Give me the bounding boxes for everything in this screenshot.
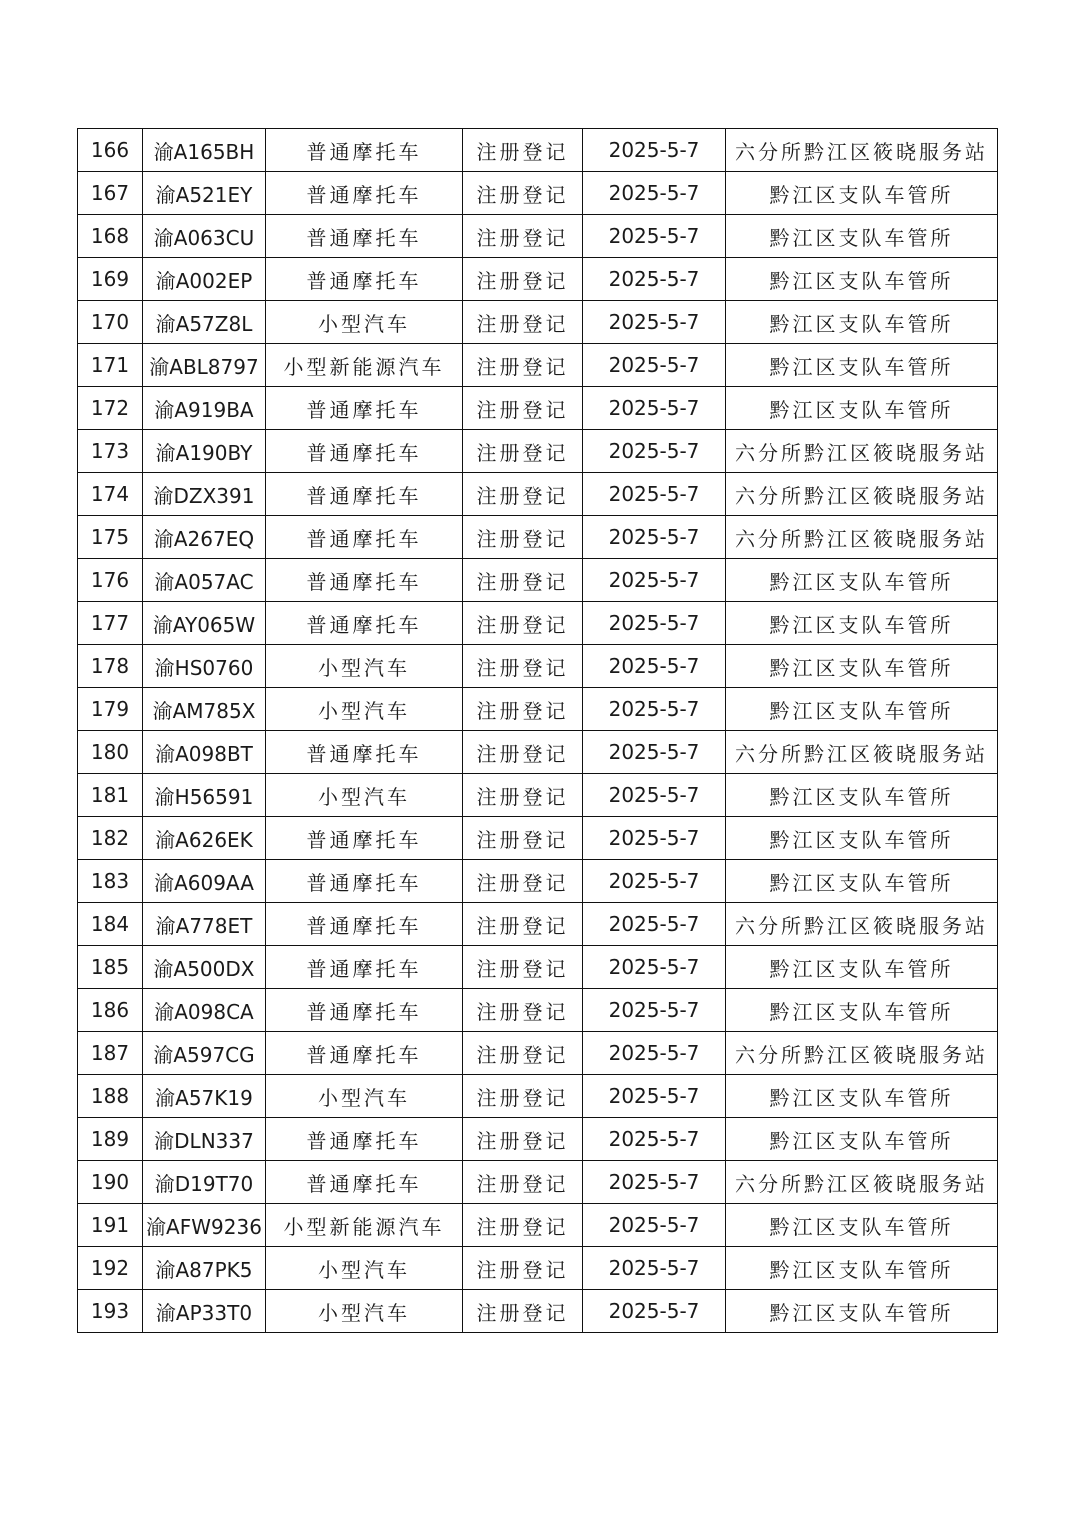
office-cell: 六分所黔江区筱晓服务站: [726, 731, 998, 774]
office-cell: 六分所黔江区筱晓服务站: [726, 129, 998, 172]
row-number-cell: 193: [78, 1290, 143, 1333]
vehicle-type-cell: 小型新能源汽车: [266, 1204, 463, 1247]
plate-number-cell: 渝A778ET: [143, 903, 266, 946]
date-cell: 2025-5-7: [583, 1032, 726, 1075]
business-type-cell: 注册登记: [463, 1204, 583, 1247]
row-number-cell: 180: [78, 731, 143, 774]
office-cell: 黔江区支队车管所: [726, 645, 998, 688]
plate-number-cell: 渝A597CG: [143, 1032, 266, 1075]
row-number-cell: 176: [78, 559, 143, 602]
plate-number-cell: 渝D19T70: [143, 1161, 266, 1204]
business-type-cell: 注册登记: [463, 645, 583, 688]
vehicle-type-cell: 普通摩托车: [266, 946, 463, 989]
date-cell: 2025-5-7: [583, 903, 726, 946]
row-number-cell: 188: [78, 1075, 143, 1118]
date-cell: 2025-5-7: [583, 602, 726, 645]
table-row: [78, 774, 998, 817]
vehicle-type-cell: 普通摩托车: [266, 172, 463, 215]
row-number-cell: 183: [78, 860, 143, 903]
row-number-cell: 167: [78, 172, 143, 215]
row-number-cell: 187: [78, 1032, 143, 1075]
business-type-cell: 注册登记: [463, 817, 583, 860]
date-cell: 2025-5-7: [583, 387, 726, 430]
business-type-cell: 注册登记: [463, 860, 583, 903]
vehicle-type-cell: 小型汽车: [266, 301, 463, 344]
vehicle-type-cell: 普通摩托车: [266, 473, 463, 516]
office-cell: 六分所黔江区筱晓服务站: [726, 1161, 998, 1204]
vehicle-type-cell: 普通摩托车: [266, 602, 463, 645]
table-row: [78, 645, 998, 688]
date-cell: 2025-5-7: [583, 1118, 726, 1161]
plate-number-cell: 渝A057AC: [143, 559, 266, 602]
date-cell: 2025-5-7: [583, 473, 726, 516]
vehicle-type-cell: 普通摩托车: [266, 516, 463, 559]
row-number-cell: 169: [78, 258, 143, 301]
table-row: [78, 946, 998, 989]
row-number-cell: 171: [78, 344, 143, 387]
vehicle-type-cell: 小型汽车: [266, 688, 463, 731]
vehicle-type-cell: 小型汽车: [266, 774, 463, 817]
business-type-cell: 注册登记: [463, 688, 583, 731]
date-cell: 2025-5-7: [583, 516, 726, 559]
vehicle-type-cell: 普通摩托车: [266, 258, 463, 301]
plate-number-cell: 渝AM785X: [143, 688, 266, 731]
office-cell: 黔江区支队车管所: [726, 1075, 998, 1118]
business-type-cell: 注册登记: [463, 473, 583, 516]
office-cell: 黔江区支队车管所: [726, 774, 998, 817]
date-cell: 2025-5-7: [583, 215, 726, 258]
business-type-cell: 注册登记: [463, 903, 583, 946]
row-number-cell: 185: [78, 946, 143, 989]
office-cell: 黔江区支队车管所: [726, 344, 998, 387]
office-cell: 黔江区支队车管所: [726, 1204, 998, 1247]
table-row: [78, 344, 998, 387]
plate-number-cell: 渝A521EY: [143, 172, 266, 215]
plate-number-cell: 渝A190BY: [143, 430, 266, 473]
office-cell: 六分所黔江区筱晓服务站: [726, 430, 998, 473]
business-type-cell: 注册登记: [463, 1247, 583, 1290]
plate-number-cell: 渝A626EK: [143, 817, 266, 860]
table-row: [78, 1032, 998, 1075]
date-cell: 2025-5-7: [583, 946, 726, 989]
plate-number-cell: 渝A919BA: [143, 387, 266, 430]
plate-number-cell: 渝A098BT: [143, 731, 266, 774]
date-cell: 2025-5-7: [583, 1290, 726, 1333]
table-row: [78, 215, 998, 258]
date-cell: 2025-5-7: [583, 1204, 726, 1247]
office-cell: 六分所黔江区筱晓服务站: [726, 1032, 998, 1075]
table-row: [78, 1075, 998, 1118]
business-type-cell: 注册登记: [463, 129, 583, 172]
business-type-cell: 注册登记: [463, 344, 583, 387]
vehicle-type-cell: 小型汽车: [266, 1075, 463, 1118]
row-number-cell: 191: [78, 1204, 143, 1247]
business-type-cell: 注册登记: [463, 215, 583, 258]
plate-number-cell: 渝A098CA: [143, 989, 266, 1032]
business-type-cell: 注册登记: [463, 1032, 583, 1075]
row-number-cell: 186: [78, 989, 143, 1032]
row-number-cell: 174: [78, 473, 143, 516]
office-cell: 黔江区支队车管所: [726, 387, 998, 430]
table-row: [78, 430, 998, 473]
table-row: [78, 258, 998, 301]
business-type-cell: 注册登记: [463, 1290, 583, 1333]
date-cell: 2025-5-7: [583, 817, 726, 860]
table-row: [78, 1247, 998, 1290]
vehicle-type-cell: 小型汽车: [266, 1247, 463, 1290]
office-cell: 黔江区支队车管所: [726, 559, 998, 602]
business-type-cell: 注册登记: [463, 1075, 583, 1118]
office-cell: 黔江区支队车管所: [726, 602, 998, 645]
plate-number-cell: 渝A57K19: [143, 1075, 266, 1118]
table-row: [78, 301, 998, 344]
table-row: [78, 1204, 998, 1247]
office-cell: 黔江区支队车管所: [726, 688, 998, 731]
date-cell: 2025-5-7: [583, 688, 726, 731]
vehicle-type-cell: 小型新能源汽车: [266, 344, 463, 387]
table-row: [78, 516, 998, 559]
vehicle-type-cell: 普通摩托车: [266, 129, 463, 172]
row-number-cell: 184: [78, 903, 143, 946]
date-cell: 2025-5-7: [583, 172, 726, 215]
table-row: [78, 989, 998, 1032]
vehicle-type-cell: 普通摩托车: [266, 731, 463, 774]
date-cell: 2025-5-7: [583, 645, 726, 688]
table-row: [78, 860, 998, 903]
office-cell: 六分所黔江区筱晓服务站: [726, 516, 998, 559]
business-type-cell: 注册登记: [463, 172, 583, 215]
row-number-cell: 190: [78, 1161, 143, 1204]
plate-number-cell: 渝HS0760: [143, 645, 266, 688]
row-number-cell: 168: [78, 215, 143, 258]
date-cell: 2025-5-7: [583, 774, 726, 817]
office-cell: 黔江区支队车管所: [726, 215, 998, 258]
row-number-cell: 166: [78, 129, 143, 172]
business-type-cell: 注册登记: [463, 774, 583, 817]
vehicle-type-cell: 普通摩托车: [266, 215, 463, 258]
vehicle-type-cell: 小型汽车: [266, 645, 463, 688]
business-type-cell: 注册登记: [463, 946, 583, 989]
vehicle-type-cell: 普通摩托车: [266, 1118, 463, 1161]
vehicle-type-cell: 普通摩托车: [266, 430, 463, 473]
vehicle-type-cell: 普通摩托车: [266, 989, 463, 1032]
table-row: [78, 473, 998, 516]
row-number-cell: 182: [78, 817, 143, 860]
row-number-cell: 192: [78, 1247, 143, 1290]
plate-number-cell: 渝DLN337: [143, 1118, 266, 1161]
office-cell: 黔江区支队车管所: [726, 817, 998, 860]
plate-number-cell: 渝A87PK5: [143, 1247, 266, 1290]
table-row: [78, 172, 998, 215]
office-cell: 黔江区支队车管所: [726, 172, 998, 215]
office-cell: 六分所黔江区筱晓服务站: [726, 903, 998, 946]
table-row: [78, 817, 998, 860]
vehicle-type-cell: 小型汽车: [266, 1290, 463, 1333]
vehicle-registration-table: [77, 128, 998, 1333]
table-row: [78, 1290, 998, 1333]
business-type-cell: 注册登记: [463, 1161, 583, 1204]
plate-number-cell: 渝ABL8797: [143, 344, 266, 387]
date-cell: 2025-5-7: [583, 559, 726, 602]
business-type-cell: 注册登记: [463, 516, 583, 559]
plate-number-cell: 渝A002EP: [143, 258, 266, 301]
row-number-cell: 175: [78, 516, 143, 559]
office-cell: 黔江区支队车管所: [726, 1290, 998, 1333]
date-cell: 2025-5-7: [583, 344, 726, 387]
table-row: [78, 602, 998, 645]
office-cell: 黔江区支队车管所: [726, 258, 998, 301]
row-number-cell: 179: [78, 688, 143, 731]
business-type-cell: 注册登记: [463, 602, 583, 645]
table-row: [78, 129, 998, 172]
table-row: [78, 1118, 998, 1161]
row-number-cell: 172: [78, 387, 143, 430]
plate-number-cell: 渝A609AA: [143, 860, 266, 903]
business-type-cell: 注册登记: [463, 301, 583, 344]
date-cell: 2025-5-7: [583, 129, 726, 172]
office-cell: 黔江区支队车管所: [726, 989, 998, 1032]
plate-number-cell: 渝A063CU: [143, 215, 266, 258]
business-type-cell: 注册登记: [463, 258, 583, 301]
date-cell: 2025-5-7: [583, 430, 726, 473]
business-type-cell: 注册登记: [463, 731, 583, 774]
date-cell: 2025-5-7: [583, 1161, 726, 1204]
plate-number-cell: 渝A267EQ: [143, 516, 266, 559]
table-row: [78, 1161, 998, 1204]
business-type-cell: 注册登记: [463, 1118, 583, 1161]
date-cell: 2025-5-7: [583, 860, 726, 903]
date-cell: 2025-5-7: [583, 301, 726, 344]
plate-number-cell: 渝H56591: [143, 774, 266, 817]
vehicle-type-cell: 普通摩托车: [266, 1161, 463, 1204]
office-cell: 黔江区支队车管所: [726, 301, 998, 344]
row-number-cell: 178: [78, 645, 143, 688]
vehicle-type-cell: 普通摩托车: [266, 903, 463, 946]
office-cell: 黔江区支队车管所: [726, 1247, 998, 1290]
office-cell: 黔江区支队车管所: [726, 860, 998, 903]
plate-number-cell: 渝DZX391: [143, 473, 266, 516]
date-cell: 2025-5-7: [583, 989, 726, 1032]
business-type-cell: 注册登记: [463, 559, 583, 602]
row-number-cell: 173: [78, 430, 143, 473]
office-cell: 黔江区支队车管所: [726, 946, 998, 989]
row-number-cell: 181: [78, 774, 143, 817]
plate-number-cell: 渝AP33T0: [143, 1290, 266, 1333]
vehicle-type-cell: 普通摩托车: [266, 1032, 463, 1075]
table-row: [78, 688, 998, 731]
date-cell: 2025-5-7: [583, 1075, 726, 1118]
vehicle-type-cell: 普通摩托车: [266, 817, 463, 860]
vehicle-type-cell: 普通摩托车: [266, 559, 463, 602]
table-row: [78, 387, 998, 430]
business-type-cell: 注册登记: [463, 387, 583, 430]
row-number-cell: 177: [78, 602, 143, 645]
plate-number-cell: 渝A500DX: [143, 946, 266, 989]
date-cell: 2025-5-7: [583, 258, 726, 301]
table-row: [78, 731, 998, 774]
date-cell: 2025-5-7: [583, 731, 726, 774]
plate-number-cell: 渝AFW9236: [143, 1204, 266, 1247]
table-body: [78, 129, 998, 1333]
document-page: [77, 128, 998, 1333]
plate-number-cell: 渝A165BH: [143, 129, 266, 172]
vehicle-type-cell: 普通摩托车: [266, 860, 463, 903]
office-cell: 黔江区支队车管所: [726, 1118, 998, 1161]
plate-number-cell: 渝A57Z8L: [143, 301, 266, 344]
office-cell: 六分所黔江区筱晓服务站: [726, 473, 998, 516]
table-row: [78, 903, 998, 946]
business-type-cell: 注册登记: [463, 989, 583, 1032]
row-number-cell: 189: [78, 1118, 143, 1161]
row-number-cell: 170: [78, 301, 143, 344]
business-type-cell: 注册登记: [463, 430, 583, 473]
table-row: [78, 559, 998, 602]
vehicle-type-cell: 普通摩托车: [266, 387, 463, 430]
date-cell: 2025-5-7: [583, 1247, 726, 1290]
plate-number-cell: 渝AY065W: [143, 602, 266, 645]
